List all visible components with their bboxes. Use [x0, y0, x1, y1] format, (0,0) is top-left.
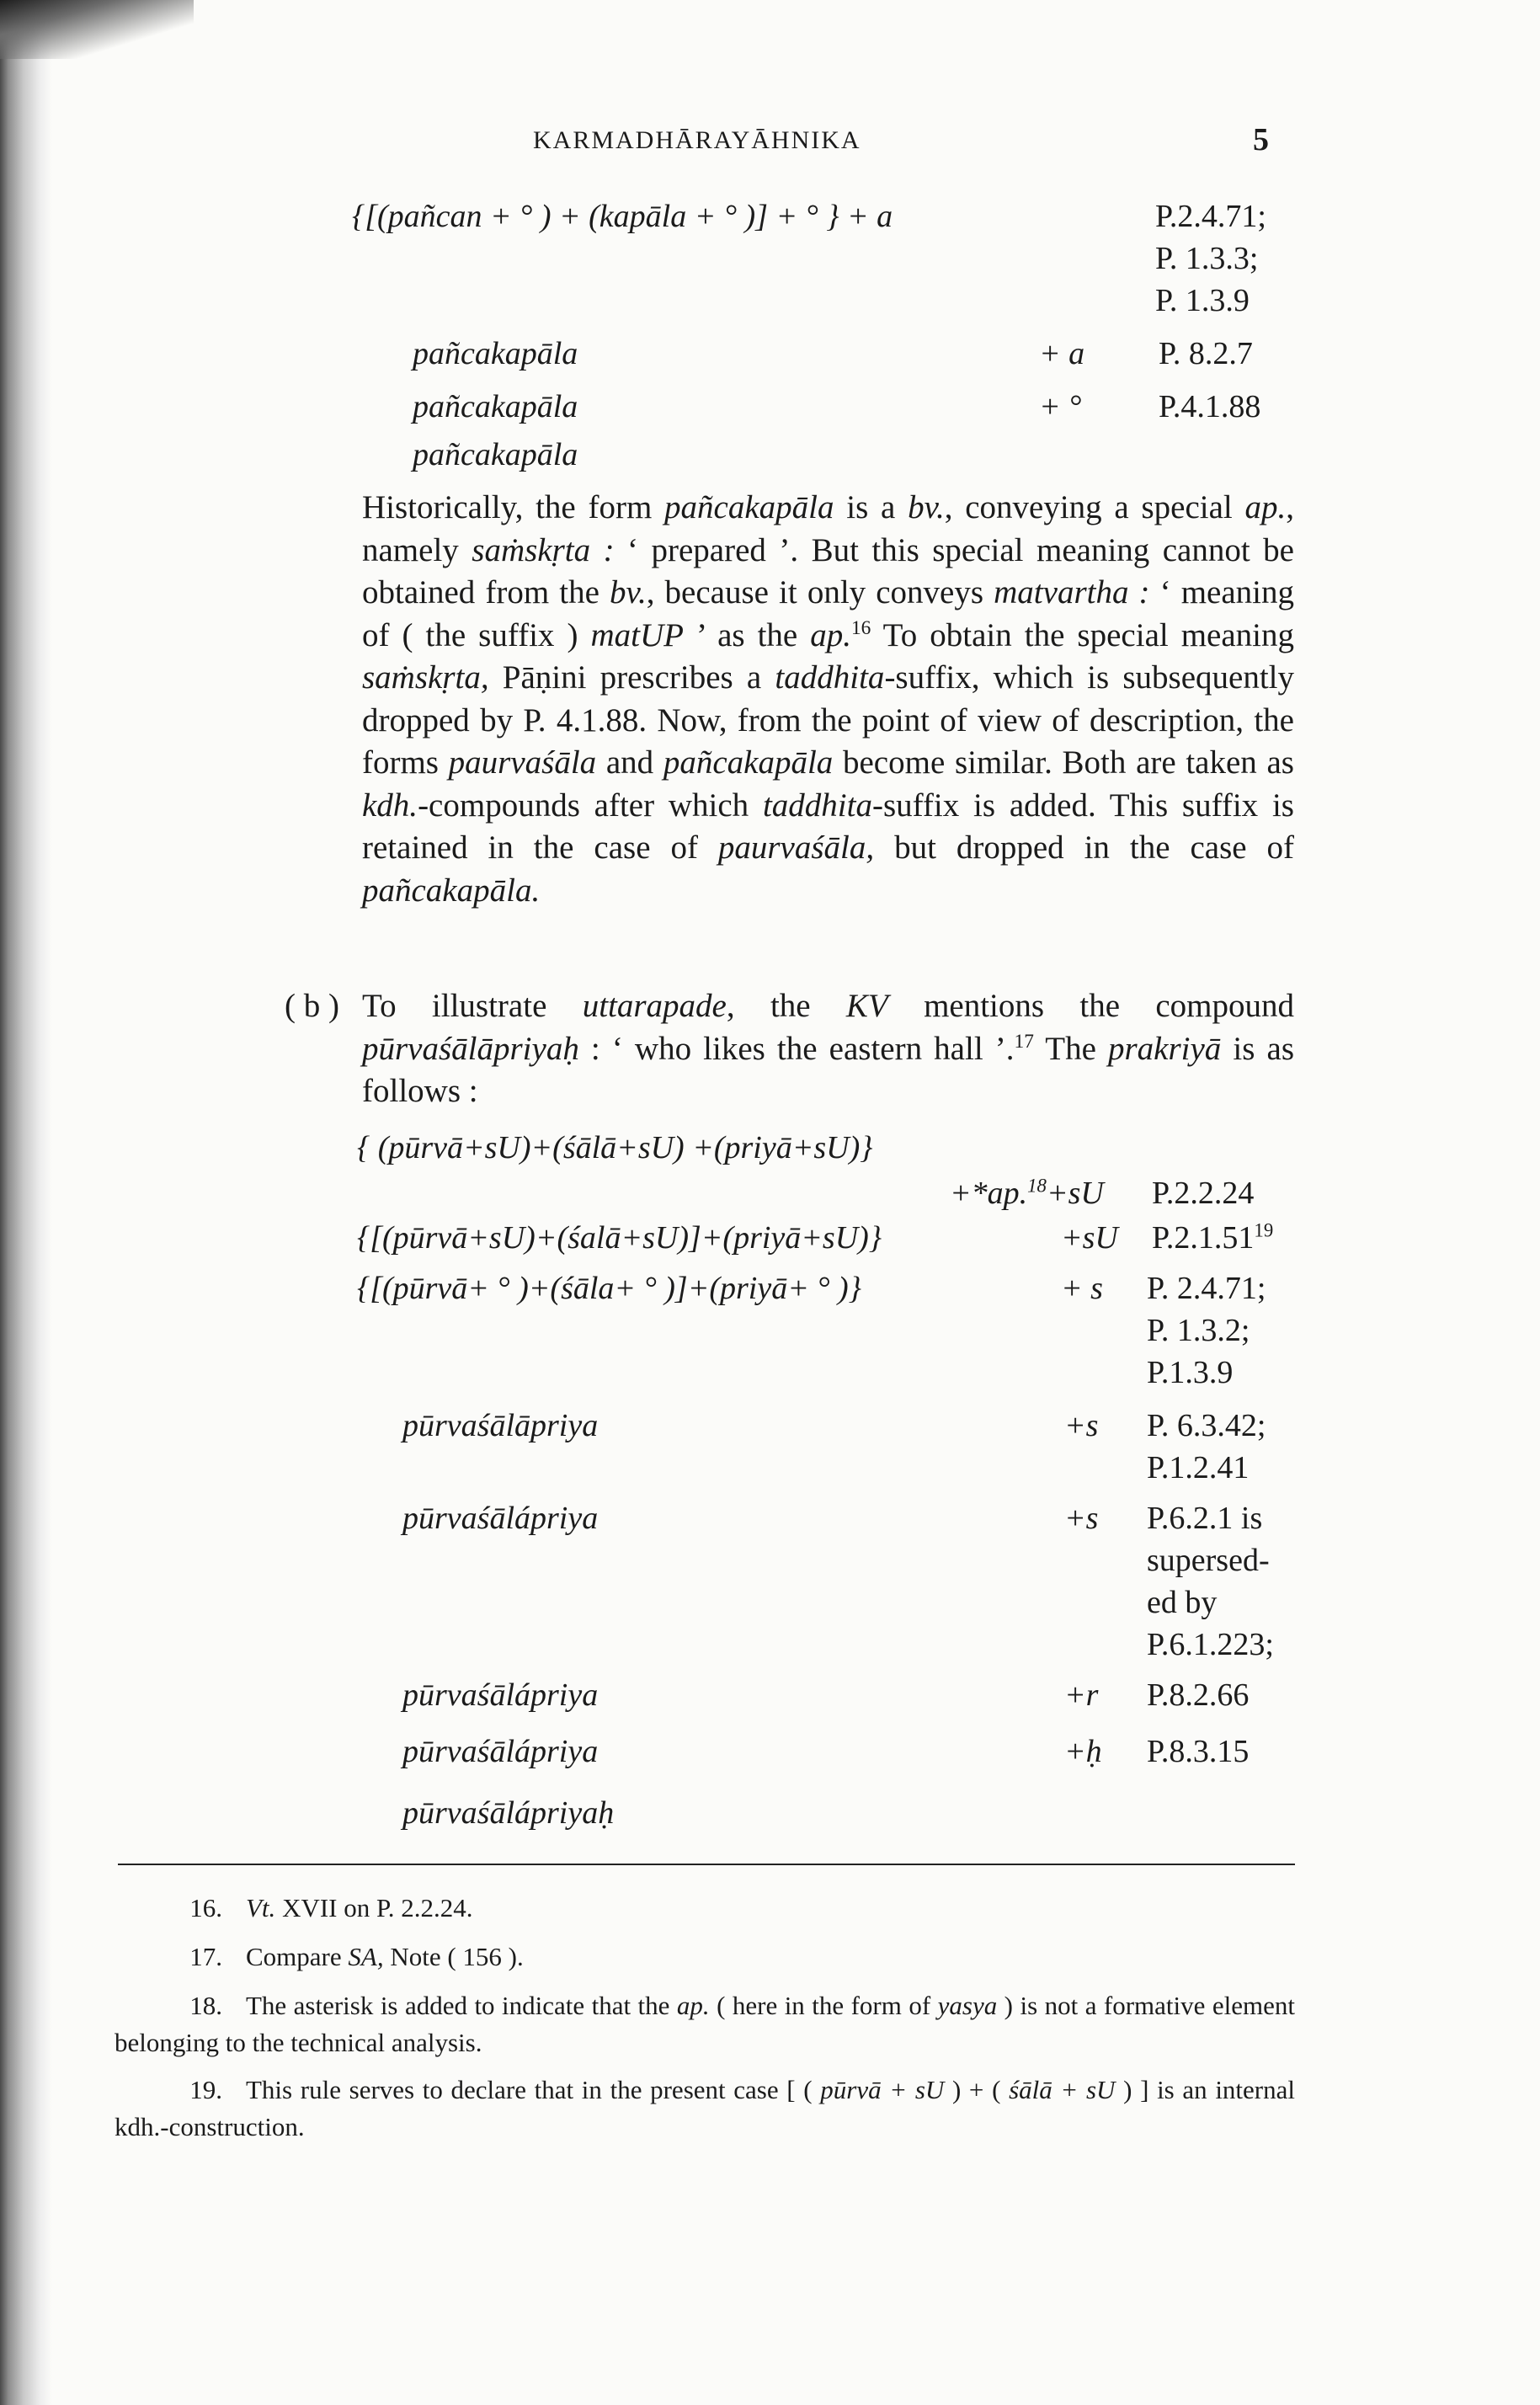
footnote: 19. This rule serves to declare that in the present case [ ( pūrvā + sU ) + ( śālā + sU ) ] is an internal kdh.-construction. — [115, 2075, 1296, 2141]
derivation-a-expression: {[(pañcan + ° ) + (kapāla + ° )] + ° } + a — [352, 199, 893, 234]
rule-ref: P. 1.3.2; — [1147, 1313, 1250, 1348]
rule-ref: P. 2.4.71; — [1147, 1271, 1266, 1306]
derivation-form: pūrvaśālápriya — [402, 1734, 599, 1769]
footnote: 18. The asterisk is added to indicate that the ap. ( here in the form of yasya ) is not a formative element belonging to the technical analysis. — [115, 1991, 1295, 2057]
rule-ref: P. 1.3.9 — [1155, 283, 1250, 318]
body-paragraph: Historically, the form pañcakapāla is a bv., conveying a special ap., namely saṁskṛta : ‘ prepared ’. But this special meaning cannot be obtained from the bv., because it only conveys matvartha : ‘ meaning of ( the suffix ) matUP ’ as the ap.$^{16}$ To obtain the special meaning saṁskṛta, Pāṇini prescribes a taddhita-suffix, which is subsequently dropped by P. 4.1.88. Now, from the point of view of description, the forms paurvaśāla and pañcakapāla become similar. Both are taken as kdh.-compounds after which taddhita-suffix is added. This suffix is retained in the case of paurvaśāla, but dropped in the case of pañcakapāla. — [362, 489, 1295, 909]
derivation-suffix: +sU — [1061, 1220, 1118, 1256]
section-label: ( b ) — [285, 988, 339, 1024]
derivation-suffix: + a — [1039, 336, 1085, 371]
rule-ref: P. 8.2.7 — [1159, 336, 1253, 371]
page-number: 5 — [1253, 122, 1269, 157]
derivation-suffix: +s — [1064, 1501, 1099, 1536]
derivation-expression: { (pūrvā+sU)+(śālā+sU) +(priyā+sU)} — [357, 1130, 873, 1165]
derivation-suffix: +ḥ — [1064, 1734, 1102, 1769]
footnote-ref: 17 — [1014, 1030, 1034, 1053]
rule-ref: P.2.1.51$^{19}$ — [1152, 1219, 1274, 1256]
rule-ref: P. 1.3.3; — [1155, 241, 1259, 276]
rule-ref: P.4.1.88 — [1159, 389, 1261, 424]
footnote: 17. Compare SA, Note ( 156 ). — [189, 1942, 524, 1971]
footnote-ref: 16 — [850, 616, 871, 639]
running-head: KARMADHĀRAYĀHNIKA — [533, 126, 861, 154]
footnote-ref: 18 — [1027, 1175, 1047, 1197]
footnote-divider — [118, 1864, 1295, 1865]
derivation-suffix: +r — [1064, 1677, 1099, 1713]
derivation-form: pūrvaśālápriya — [402, 1677, 599, 1713]
derivation-suffix: +s — [1064, 1408, 1099, 1443]
rule-ref: P.8.3.15 — [1147, 1734, 1250, 1769]
derivation-prefix: +*ap.$^{18}$+sU — [950, 1175, 1104, 1211]
footnote-ref: 19 — [1254, 1219, 1274, 1241]
rule-ref: P.6.2.1 is — [1147, 1501, 1263, 1536]
derivation-form: pūrvaśālāpriya — [402, 1408, 599, 1443]
scan-shadow-edge — [0, 0, 52, 2405]
rule-ref: supersed- — [1147, 1543, 1270, 1578]
derivation-form: pūrvaśālápriya — [402, 1501, 599, 1536]
rule-ref: P.8.2.66 — [1147, 1677, 1250, 1713]
rule-ref: P.1.2.41 — [1147, 1450, 1250, 1485]
derivation-expression: {[(pūrvā+ ° )+(śāla+ ° )]+(priyā+ ° )} — [357, 1271, 861, 1306]
footnote: 16. Vt. XVII on P. 2.2.24. — [189, 1893, 473, 1922]
derivation-suffix: + s — [1061, 1271, 1103, 1306]
rule-ref: P.6.1.223; — [1147, 1627, 1274, 1662]
derivation-form: pañcakapāla — [413, 336, 578, 371]
derivation-form: pūrvaśālápriyaḥ — [402, 1795, 615, 1831]
derivation-expression: {[(pūrvā+sU)+(śalā+sU)]+(priyā+sU)} — [357, 1220, 882, 1256]
scan-shadow-corner — [0, 0, 194, 59]
derivation-form: pañcakapāla — [413, 437, 578, 472]
derivation-form: pañcakapāla — [413, 389, 578, 424]
rule-ref: P.2.2.24 — [1152, 1176, 1255, 1211]
rule-ref: P.1.3.9 — [1147, 1355, 1234, 1390]
rule-ref: P. 6.3.42; — [1147, 1408, 1266, 1443]
rule-ref: P.2.4.71; — [1155, 199, 1266, 234]
derivation-suffix: + ° — [1039, 389, 1082, 424]
rule-ref: ed by — [1147, 1585, 1218, 1620]
body-paragraph: To illustrate uttarapade, the KV mentions the compound pūrvaśālāpriyaḥ : ‘ who likes the eastern hall ’.$^{17}$ The prakriyā is as follows : — [362, 988, 1294, 1109]
